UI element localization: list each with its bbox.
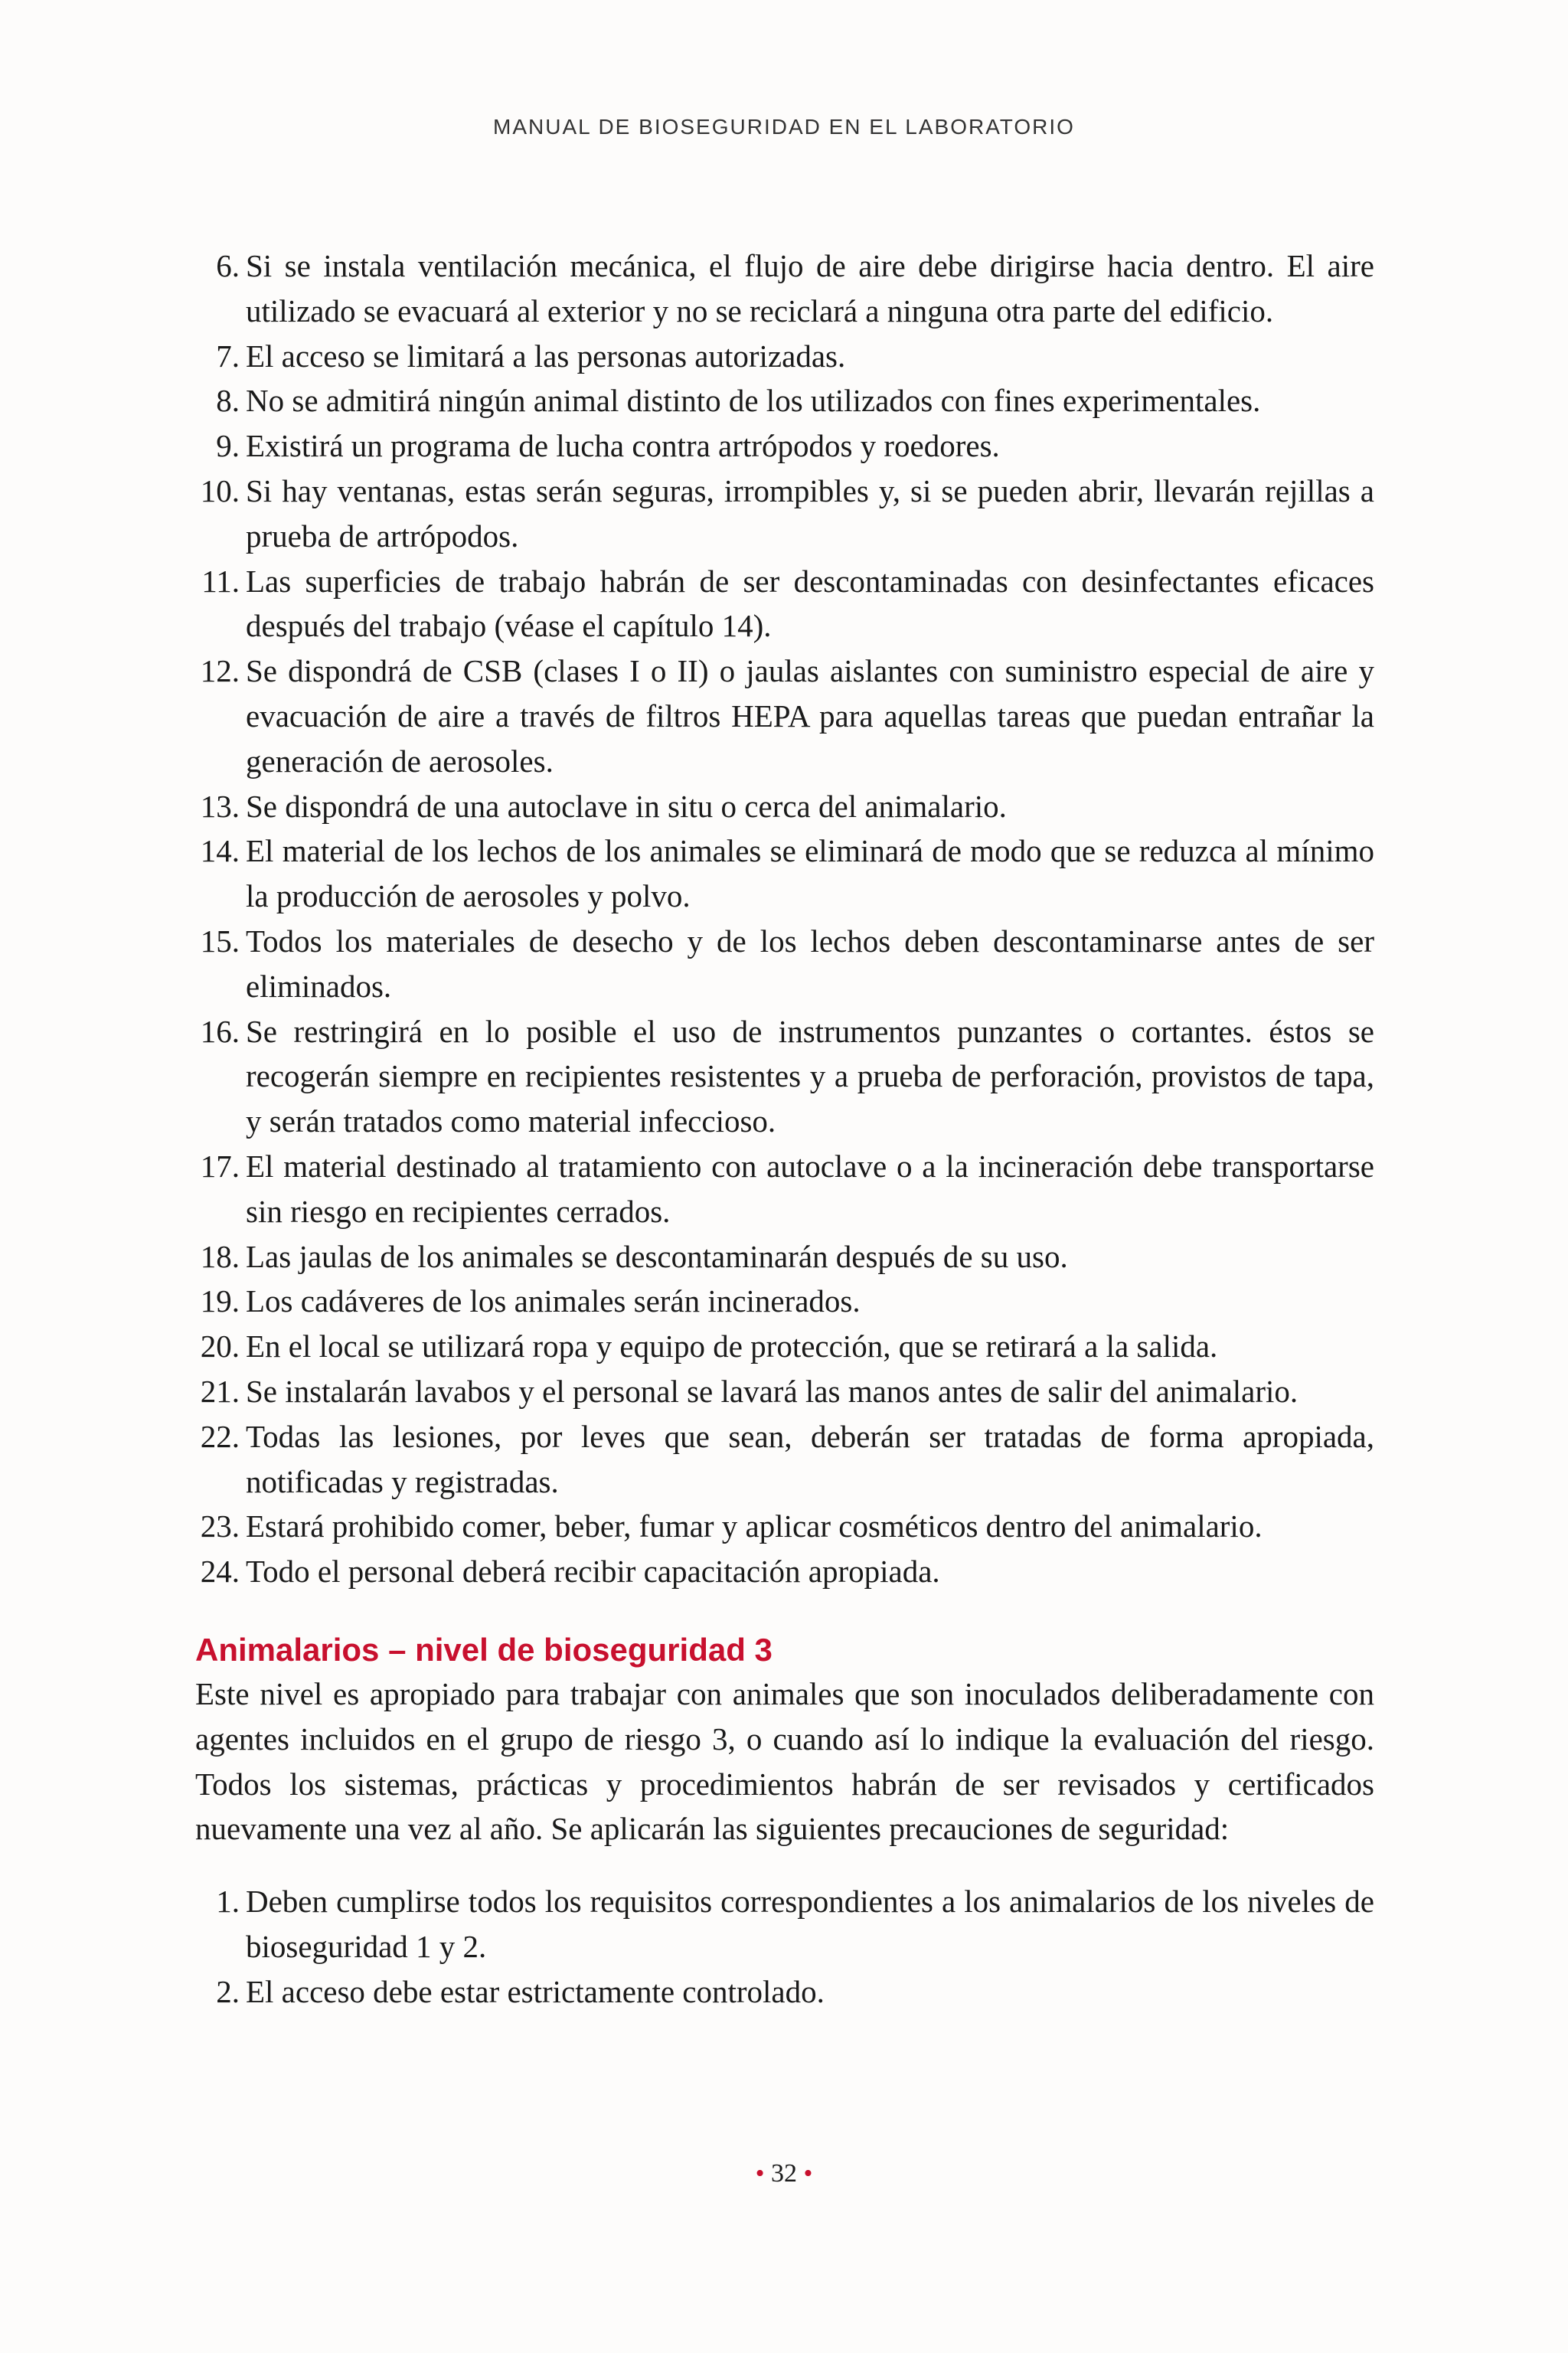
item-text: El material de los lechos de los animales se eliminará de modo que se reduzca al mínimo la producción de aerosoles y polvo. <box>246 833 1374 914</box>
item-number: 15. <box>200 923 240 959</box>
list-item <box>195 919 1374 1009</box>
bullet-left: • <box>755 2159 765 2188</box>
item-number: 24. <box>200 1554 240 1590</box>
list-item <box>195 334 1374 379</box>
item-text: Si se instala ventilación mecánica, el flujo de aire debe dirigirse hacia dentro. El aire utilizado se evacuará al exterior y no se reciclará a ninguna otra parte del edificio. <box>246 248 1374 328</box>
item-text: Las jaulas de los animales se descontaminarán después de su uso. <box>246 1238 1068 1274</box>
page-number <box>0 2159 1568 2188</box>
list-item <box>195 423 1374 469</box>
list-item <box>195 1414 1374 1505</box>
item-text: Se restringirá en lo posible el uso de instrumentos punzantes o cortantes. éstos se recogerán siempre en recipientes resistentes y a prueba de perforación, provistos de tapa, y serán tratados como material infeccioso. <box>246 1013 1374 1139</box>
item-number: 2. <box>216 1973 240 2009</box>
bullet-right: • <box>803 2159 813 2188</box>
item-number: 19. <box>200 1283 240 1319</box>
list-item <box>195 1144 1374 1234</box>
item-number: 22. <box>200 1418 240 1454</box>
page-number-value: 32 <box>771 2159 797 2188</box>
requirements-list-continued <box>195 243 1374 1594</box>
item-number: 10. <box>200 472 240 508</box>
section-heading: Animalarios – nivel de bioseguridad 3 <box>195 1631 773 1668</box>
list-item <box>195 1879 1374 1969</box>
item-text: Se dispondrá de CSB (clases I o II) o jaulas aislantes con suministro especial de aire y evacuación de aire a través de filtros HEPA para aquellas tareas que puedan entrañar la generación de aerosoles. <box>246 653 1374 779</box>
section-intro-paragraph: Este nivel es apropiado para trabajar con animales que son inoculados deliberadamente con agentes incluidos en el grupo de riesgo 3, o cuando así lo indique la evaluación del riesgo. Todos los sistemas, prácticas y procedimientos habrán de ser revisados y certificados nuevamente una vez al año. Se aplicarán las siguientes precauciones de seguridad: <box>195 1675 1374 1847</box>
item-number: 23. <box>200 1508 240 1544</box>
item-number: 7. <box>216 338 240 374</box>
list-item <box>195 469 1374 559</box>
item-text: Existirá un programa de lucha contra artrópodos y roedores. <box>246 428 1000 464</box>
item-number: 13. <box>200 788 240 824</box>
item-text: Las superficies de trabajo habrán de ser descontaminadas con desinfectantes eficaces después del trabajo (véase el capítulo 14). <box>246 563 1374 644</box>
item-number: 16. <box>200 1013 240 1049</box>
item-text: No se admitirá ningún animal distinto de los utilizados con fines experimentales. <box>246 383 1261 419</box>
item-text: El material destinado al tratamiento con autoclave o a la incineración debe transportarse sin riesgo en recipientes cerrados. <box>246 1148 1374 1229</box>
item-text: El acceso debe estar estrictamente controlado. <box>246 1973 825 2009</box>
list-item <box>195 1549 1374 1594</box>
list-item <box>195 784 1374 829</box>
list-item <box>195 649 1374 783</box>
requirements-list-level-3 <box>195 1879 1374 2014</box>
list-item <box>195 559 1374 649</box>
item-number: 20. <box>200 1328 240 1364</box>
item-text: Se dispondrá de una autoclave in situ o cerca del animalario. <box>246 788 1007 824</box>
item-number: 8. <box>216 383 240 419</box>
list-item <box>195 1969 1374 2015</box>
item-text: El acceso se limitará a las personas autorizadas. <box>246 338 846 374</box>
item-number: 18. <box>200 1238 240 1274</box>
item-number: 12. <box>200 653 240 689</box>
item-number: 11. <box>201 563 240 599</box>
item-text: Se instalarán lavabos y el personal se lavará las manos antes de salir del animalario. <box>246 1373 1298 1409</box>
item-text: Todo el personal deberá recibir capacitación apropiada. <box>246 1554 940 1590</box>
item-number: 1. <box>216 1884 240 1920</box>
list-item <box>195 243 1374 334</box>
item-text: Todos los materiales de desecho y de los lechos deben descontaminarse antes de ser eliminados. <box>246 923 1374 1004</box>
item-text: Si hay ventanas, estas serán seguras, irrompibles y, si se pueden abrir, llevarán rejillas a prueba de artrópodos. <box>246 472 1374 554</box>
list-item <box>195 1279 1374 1324</box>
running-header: MANUAL DE BIOSEGURIDAD EN EL LABORATORIO <box>493 115 1075 139</box>
item-text: En el local se utilizará ropa y equipo de protección, que se retirará a la salida. <box>246 1328 1218 1364</box>
list-item <box>195 828 1374 919</box>
item-number: 14. <box>200 833 240 869</box>
item-number: 21. <box>200 1373 240 1409</box>
list-item <box>195 1234 1374 1279</box>
item-number: 6. <box>216 248 240 283</box>
item-text: Deben cumplirse todos los requisitos correspondientes a los animalarios de los niveles de bioseguridad 1 y 2. <box>246 1884 1374 1964</box>
item-text: Todas las lesiones, por leves que sean, deberán ser tratadas de forma apropiada, notificadas y registradas. <box>246 1418 1374 1499</box>
list-item <box>195 378 1374 423</box>
page-body <box>195 243 1374 2014</box>
list-item <box>195 1369 1374 1414</box>
item-number: 9. <box>216 428 240 464</box>
list-item <box>195 1009 1374 1144</box>
item-text: Los cadáveres de los animales serán incinerados. <box>246 1283 861 1319</box>
item-text: Estará prohibido comer, beber, fumar y aplicar cosméticos dentro del animalario. <box>246 1508 1263 1544</box>
list-item <box>195 1504 1374 1549</box>
item-number: 17. <box>200 1148 240 1184</box>
list-item <box>195 1324 1374 1369</box>
